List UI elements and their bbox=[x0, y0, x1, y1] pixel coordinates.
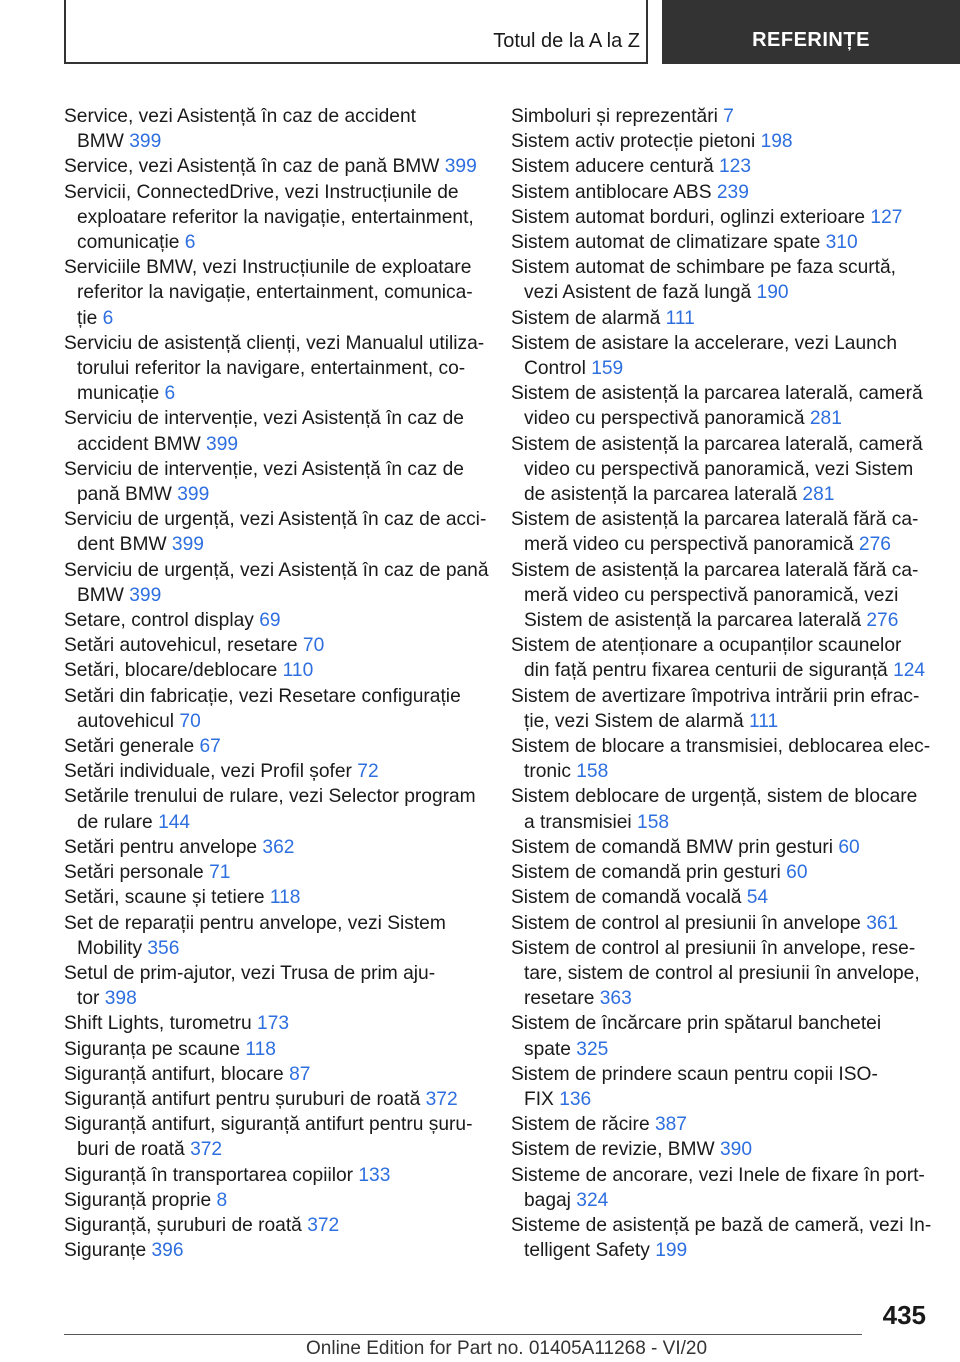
index-entry bbox=[64, 558, 489, 608]
page-reference-link[interactable]: 87 bbox=[289, 1063, 311, 1085]
page-number: 435 bbox=[882, 1300, 926, 1330]
index-entry bbox=[64, 734, 484, 759]
page-reference-link[interactable]: 158 bbox=[637, 811, 670, 833]
index-entry-text: tor bbox=[77, 988, 100, 1010]
index-entry-text: Serviciu de urgență, vezi Asistență în caz de acci‐ bbox=[64, 509, 487, 531]
index-entry-text: Siguranță antifurt pentru șuruburi de roată bbox=[64, 1088, 421, 1110]
index-entry-text: ție, vezi Sistem de alarmă bbox=[524, 710, 744, 732]
index-entry-text: Sistem de asistență la parcarea laterală bbox=[524, 610, 862, 632]
index-entry-text: Siguranță în transportarea copiilor bbox=[64, 1164, 354, 1186]
index-entry-text: Siguranță proprie bbox=[64, 1189, 212, 1211]
index-entry-text: Sistem de alarmă bbox=[511, 307, 661, 329]
page-reference-link[interactable]: 239 bbox=[716, 181, 749, 203]
index-entry-text: Sistem de control al presiunii în anvelope, rese‐ bbox=[511, 937, 916, 959]
index-entry bbox=[64, 835, 484, 860]
index-entry bbox=[64, 1087, 484, 1112]
index-entry bbox=[64, 1037, 484, 1062]
index-entry-text: Sistem automat de climatizare spate bbox=[511, 232, 821, 254]
index-entry-text: Servicii, ConnectedDrive, vezi Instrucțiunile de bbox=[64, 181, 459, 203]
index-entry-text: a transmisiei bbox=[524, 811, 632, 833]
index-entry-text: Serviciu de asistență clienți, vezi Manualul utiliza‐ bbox=[64, 332, 485, 354]
page-reference-link[interactable]: 399 bbox=[177, 484, 210, 506]
page-reference-link[interactable]: 118 bbox=[245, 1038, 276, 1060]
index-entry bbox=[511, 1163, 931, 1213]
index-entry-text: Setări pentru anvelope bbox=[64, 836, 258, 858]
index-entry-text: Control bbox=[524, 358, 586, 380]
index-entry bbox=[64, 1062, 484, 1087]
index-entry bbox=[511, 180, 931, 205]
index-entry bbox=[511, 104, 931, 129]
index-entry-text: torului referitor la navigare, entertainment, co‐ bbox=[77, 358, 466, 380]
index-entry bbox=[64, 331, 484, 407]
index-entry-text: Sistem de blocare a transmisiei, deblocarea elec‐ bbox=[511, 736, 931, 758]
page-reference-link[interactable]: 199 bbox=[655, 1240, 688, 1262]
index-entry-text: Sistem antiblocare ABS bbox=[511, 181, 712, 203]
index-entry bbox=[64, 784, 484, 834]
page-reference-link[interactable]: 372 bbox=[425, 1088, 458, 1110]
index-entry-text: spate bbox=[524, 1038, 571, 1060]
page-reference-link[interactable]: 363 bbox=[599, 988, 632, 1010]
index-entry-text: Sisteme de ancorare, vezi Inele de fixare în port‐ bbox=[511, 1164, 925, 1186]
index-entry-text: Sistem automat de schimbare pe faza scurtă, bbox=[511, 257, 896, 279]
index-entry bbox=[511, 255, 931, 305]
index-entry bbox=[64, 104, 484, 154]
index-entry-text: Shift Lights, turometru bbox=[64, 1013, 252, 1035]
page-reference-link[interactable]: 276 bbox=[866, 610, 899, 632]
index-entry bbox=[511, 1062, 931, 1112]
index-entry-text: ție bbox=[77, 307, 98, 329]
index-entry-text: Sistem automat borduri, oglinzi exterioare bbox=[511, 206, 866, 228]
page-reference-link[interactable]: 281 bbox=[809, 408, 842, 430]
index-entry-text: Siguranța pe scaune bbox=[64, 1038, 241, 1060]
page-reference-link[interactable]: 70 bbox=[179, 710, 201, 732]
index-entry bbox=[64, 406, 484, 456]
index-entry bbox=[511, 331, 931, 381]
index-entry-text: pană BMW bbox=[77, 484, 172, 506]
page-reference-link[interactable]: 124 bbox=[893, 660, 926, 682]
index-entry-text: Sistem de asistență la parcarea laterală, cameră bbox=[511, 383, 923, 405]
index-entry-text: Setările trenului de rulare, vezi Selector program bbox=[64, 786, 476, 808]
page-reference-link[interactable]: 356 bbox=[147, 937, 180, 959]
index-entry bbox=[511, 507, 931, 557]
page-reference-link[interactable]: 276 bbox=[858, 534, 891, 556]
page-reference-link[interactable]: 325 bbox=[576, 1038, 609, 1060]
page-reference-link[interactable]: 361 bbox=[866, 912, 899, 934]
page-reference-link[interactable]: 110 bbox=[282, 660, 314, 682]
index-entry-text: comunicație bbox=[77, 232, 180, 254]
index-entry bbox=[511, 1137, 931, 1162]
index-entry-text: Sistem de control al presiunii în anvelope bbox=[511, 912, 861, 934]
index-entry bbox=[511, 558, 931, 634]
index-entry bbox=[64, 759, 484, 784]
index-entry bbox=[64, 507, 487, 557]
page-reference-link[interactable]: 310 bbox=[825, 232, 858, 254]
footer-edition: Online Edition for Part no. 01405A11268 - VI/20 bbox=[306, 1338, 708, 1359]
index-entry bbox=[64, 885, 484, 910]
index-entry bbox=[511, 911, 931, 936]
index-entry-text: buri de roată bbox=[77, 1139, 185, 1161]
index-entry bbox=[64, 154, 484, 179]
index-entry bbox=[511, 1213, 931, 1263]
index-entry-text: Setări, scaune și tetiere bbox=[64, 887, 265, 909]
index-entry-text: municație bbox=[77, 383, 160, 405]
index-entry bbox=[511, 129, 931, 154]
index-entry-text: telligent Safety bbox=[524, 1240, 650, 1262]
page-reference-link[interactable]: 398 bbox=[104, 988, 137, 1010]
index-entry-text: Siguranțe bbox=[64, 1240, 147, 1262]
index-entry bbox=[511, 1112, 931, 1137]
index-entry-text: Sistem de revizie, BMW bbox=[511, 1139, 715, 1161]
index-entry-text: Sistem de atenționare a ocupanților scaunelor bbox=[511, 635, 902, 657]
index-entry bbox=[511, 734, 931, 784]
index-entry bbox=[64, 1112, 484, 1162]
page-reference-link[interactable]: 159 bbox=[591, 358, 624, 380]
page-reference-link[interactable]: 127 bbox=[870, 206, 903, 228]
page-reference-link[interactable]: 144 bbox=[158, 811, 191, 833]
index-entry bbox=[64, 1188, 484, 1213]
index-entry bbox=[511, 306, 931, 331]
index-entry-text: vezi Asistent de fază lungă bbox=[524, 282, 752, 304]
page-reference-link[interactable]: 60 bbox=[786, 862, 808, 884]
index-column-left bbox=[64, 104, 489, 1263]
index-entry-text: din față pentru fixarea centurii de siguranță bbox=[524, 660, 888, 682]
index-entry bbox=[64, 180, 484, 256]
index-entry-text: dent BMW bbox=[77, 534, 167, 556]
index-entry bbox=[511, 860, 931, 885]
page-reference-link[interactable]: 324 bbox=[576, 1189, 609, 1211]
index-entry bbox=[64, 633, 484, 658]
page-reference-link[interactable]: 387 bbox=[654, 1114, 687, 1136]
index-entry-text: Siguranță antifurt, blocare bbox=[64, 1063, 284, 1085]
index-entry-text: Sistem de răcire bbox=[511, 1114, 650, 1136]
index-entry-text: Mobility bbox=[77, 937, 143, 959]
index-entry bbox=[511, 633, 931, 683]
page-reference-link[interactable]: 54 bbox=[746, 887, 769, 909]
index-entry-text: meră video cu perspectivă panoramică, vezi bbox=[524, 584, 899, 606]
index-entry bbox=[64, 1213, 484, 1238]
page-reference-link[interactable]: 6 bbox=[184, 232, 196, 254]
index-entry-text: Sistem de încărcare prin spătarul banchetei bbox=[511, 1013, 882, 1035]
page-reference-link[interactable]: 6 bbox=[164, 383, 176, 405]
index-entry-text: Sistem de comandă prin gesturi bbox=[511, 862, 781, 884]
page-reference-link[interactable]: 399 bbox=[129, 584, 162, 606]
page-reference-link[interactable]: 133 bbox=[358, 1164, 391, 1186]
page-reference-link[interactable]: 72 bbox=[357, 761, 379, 783]
index-entry-text: Set de reparații pentru anvelope, vezi Sistem bbox=[64, 912, 446, 934]
page-reference-link[interactable]: 362 bbox=[262, 836, 295, 858]
index-entry bbox=[64, 608, 484, 633]
index-entry bbox=[64, 860, 484, 885]
page-reference-link[interactable]: 111 bbox=[749, 710, 779, 732]
index-entry-text: Siguranță antifurt, siguranță antifurt pentru șuru‐ bbox=[64, 1114, 473, 1136]
page-reference-link[interactable]: 69 bbox=[259, 610, 281, 632]
chapter-tab: REFERINȚE bbox=[662, 0, 960, 64]
index-entry-text: accident BMW bbox=[77, 433, 201, 455]
index-entry bbox=[511, 835, 931, 860]
page-reference-link[interactable]: 67 bbox=[199, 736, 221, 758]
index-entry-text: video cu perspectivă panoramică, vezi Sistem bbox=[524, 458, 914, 480]
index-entry-text: de asistență la parcarea laterală bbox=[524, 484, 798, 506]
index-entry-text: tronic bbox=[524, 761, 571, 783]
index-entry-text: Siguranță, șuruburi de roată bbox=[64, 1214, 302, 1236]
index-entry bbox=[64, 961, 484, 1011]
index-entry bbox=[511, 936, 931, 1012]
index-entry-text: Serviciile BMW, vezi Instrucțiunile de exploatare bbox=[64, 257, 472, 279]
index-entry-text: Sisteme de asistență pe bază de cameră, vezi In‐ bbox=[511, 1214, 932, 1236]
index-entry bbox=[64, 658, 484, 683]
index-entry-text: Sistem de asistare la accelerare, vezi Launch bbox=[511, 332, 898, 354]
index-entry-text: Sistem de asistență la parcarea laterală, cameră bbox=[511, 433, 923, 455]
page-reference-link[interactable]: 7 bbox=[723, 106, 734, 127]
index-entry-text: meră video cu perspectivă panoramică bbox=[524, 534, 854, 556]
page-reference-link[interactable]: 390 bbox=[720, 1139, 753, 1161]
index-entry-text: resetare bbox=[524, 988, 595, 1010]
page-reference-link[interactable]: 60 bbox=[838, 836, 860, 858]
index-entry bbox=[511, 684, 931, 734]
index-entry-text: Setul de prim-ajutor, vezi Trusa de prim aju‐ bbox=[64, 962, 436, 984]
index-entry-text: Serviciu de urgență, vezi Asistență în caz de pană bbox=[64, 559, 489, 581]
index-entry bbox=[64, 1011, 484, 1036]
page-reference-link[interactable]: 396 bbox=[151, 1240, 184, 1262]
page-reference-link[interactable]: 136 bbox=[559, 1088, 592, 1110]
index-entry-text: Setări din fabricație, vezi Resetare configurație bbox=[64, 685, 461, 707]
index-entry-text: Sistem activ protecție pietoni bbox=[511, 131, 756, 153]
index-entry-text: Sistem de comandă BMW prin gesturi bbox=[511, 836, 834, 858]
index-entry bbox=[64, 1238, 484, 1263]
page-reference-link[interactable]: 399 bbox=[444, 156, 477, 178]
index-entry-text: video cu perspectivă panoramică bbox=[524, 408, 805, 430]
section-title: Totul de la A la Z bbox=[493, 30, 640, 52]
index-entry-text: tare, sistem de control al presiunii în anvelope, bbox=[524, 962, 920, 984]
index-entry bbox=[64, 1163, 484, 1188]
page-reference-link[interactable]: 70 bbox=[302, 635, 325, 657]
page-reference-link[interactable]: 399 bbox=[171, 534, 204, 556]
index-entry-text: Sistem deblocare de urgență, sistem de blocare bbox=[511, 786, 918, 808]
page-reference-link[interactable]: 6 bbox=[102, 307, 114, 329]
page-reference-link[interactable]: 111 bbox=[665, 307, 695, 329]
index-entry bbox=[511, 205, 931, 230]
index-entry-text: FIX bbox=[524, 1088, 554, 1110]
index-entry-text: Sistem aducere centură bbox=[511, 156, 714, 178]
page-reference-link[interactable]: 399 bbox=[206, 433, 239, 455]
index-entry-text: Sistem de asistență la parcarea laterală fără ca‐ bbox=[511, 509, 919, 531]
index-entry-text: Sistem de avertizare împotriva intrării prin efrac‐ bbox=[511, 685, 920, 707]
index-entry-text: Serviciu de intervenție, vezi Asistență în caz de bbox=[64, 458, 464, 480]
index-entry-text: Serviciu de intervenție, vezi Asistență în caz de bbox=[64, 408, 464, 430]
index-entry-text: Setări autovehicul, resetare bbox=[64, 635, 298, 657]
index-entry-text: Setări generale bbox=[64, 736, 195, 758]
page-reference-link[interactable]: 190 bbox=[756, 282, 789, 304]
index-entry bbox=[64, 457, 484, 507]
index-entry-text: Setări, blocare/deblocare bbox=[64, 660, 278, 682]
index-entry-text: Sistem de comandă vocală bbox=[511, 887, 742, 909]
index-entry-text: autovehicul bbox=[77, 710, 175, 732]
index-entry bbox=[64, 911, 484, 961]
page-reference-link[interactable]: 198 bbox=[760, 131, 793, 153]
footer-divider bbox=[64, 1334, 862, 1335]
page-reference-link[interactable]: 372 bbox=[307, 1214, 340, 1236]
page-reference-link[interactable]: 173 bbox=[257, 1013, 290, 1035]
page-reference-link[interactable]: 8 bbox=[216, 1189, 228, 1211]
index-entry-text: Setări personale bbox=[64, 862, 204, 884]
index-entry-text: de rulare bbox=[77, 811, 153, 833]
index-entry-text: BMW bbox=[77, 584, 124, 606]
index-entry-text: Service, vezi Asistență în caz de pană BMW bbox=[64, 156, 440, 178]
index-entry bbox=[511, 230, 931, 255]
index-entry bbox=[64, 684, 484, 734]
index-entry-text: Sistem de prindere scaun pentru copii ISO‐ bbox=[511, 1063, 878, 1085]
page-reference-link[interactable]: 71 bbox=[209, 862, 231, 884]
index-entry-text: exploatare referitor la navigație, entertainment, bbox=[77, 206, 474, 228]
index-column-right bbox=[511, 104, 931, 1263]
index-entry-text: Setări individuale, vezi Profil șofer bbox=[64, 761, 352, 783]
index-entry-text: referitor la navigație, entertainment, comunica‐ bbox=[77, 282, 473, 304]
index-entry-text: Sistem de asistență la parcarea laterală fără ca‐ bbox=[511, 559, 919, 581]
page-reference-link[interactable]: 123 bbox=[718, 156, 751, 178]
index-entry bbox=[511, 784, 931, 834]
index-entry-text: Setare, control display bbox=[64, 610, 254, 632]
page-reference-link[interactable]: 158 bbox=[576, 761, 609, 783]
index-entry bbox=[64, 255, 484, 331]
page-reference-link[interactable]: 399 bbox=[129, 131, 162, 153]
index-entry bbox=[511, 154, 931, 179]
index-entry-text: Simboluri și reprezentări bbox=[511, 106, 718, 127]
page-reference-link[interactable]: 281 bbox=[802, 484, 835, 506]
index-entry bbox=[511, 432, 931, 508]
page-reference-link[interactable]: 372 bbox=[190, 1139, 223, 1161]
index-entry-text: BMW bbox=[77, 131, 124, 153]
index-entry bbox=[511, 1011, 931, 1061]
index-entry-text: bagaj bbox=[524, 1189, 571, 1211]
index-entry bbox=[511, 885, 931, 910]
index-entry bbox=[511, 381, 931, 431]
page-reference-link[interactable]: 118 bbox=[269, 887, 301, 909]
index-entry-text: Service, vezi Asistență în caz de accident bbox=[64, 106, 416, 127]
